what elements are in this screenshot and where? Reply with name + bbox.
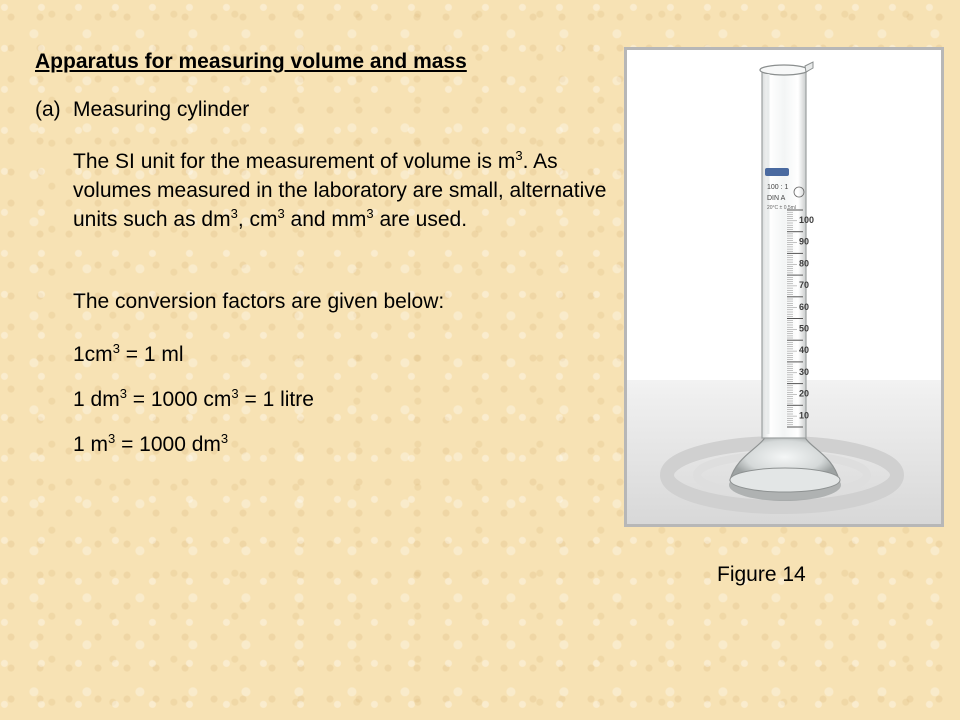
superscript: 3 [230,206,238,221]
scale-label: 90 [799,236,810,247]
scale-label: 60 [799,301,810,312]
conversion-term: 1cm [73,343,113,366]
intro-text-5: are used. [373,208,468,231]
intro-text-4: and mm [284,208,367,231]
scale-label: 70 [799,280,810,291]
superscript: 3 [515,148,523,163]
scale-label: 80 [799,258,810,269]
conversion-line [73,432,228,458]
intro-text-3: , cm [237,208,278,231]
conversion-term: 1 m [73,433,109,456]
scale-label: 40 [799,345,810,356]
measuring-cylinder-photo [624,47,944,527]
figure-caption: Figure 14 [717,563,806,586]
scale-label: 20 [799,388,810,399]
brand-badge [765,168,789,176]
superscript: 3 [220,431,229,446]
intro-text-1: The SI unit for the measurement of volume is m [73,150,516,173]
superscript: 3 [108,431,116,446]
scale-label: 30 [799,366,810,377]
conversion-term: 1 dm [73,388,120,411]
label-ratio: 100 : 1 [767,184,789,191]
section-title: Measuring cylinder [73,98,250,121]
cylinder-rim [760,65,808,75]
scale-label: 10 [799,410,810,421]
conversion-term: = 1 litre [238,388,314,411]
superscript: 3 [119,386,127,401]
slide-title: Apparatus for measuring volume and mass [35,50,467,73]
section-label: (a) [35,98,61,121]
conversion-intro: The conversion factors are given below: [73,290,445,313]
superscript: 3 [366,206,374,221]
conversion-term: = 1000 dm [115,433,221,456]
superscript: 3 [112,341,120,356]
scale-label: 100 [799,215,815,225]
superscript: 3 [277,206,285,221]
conversion-term: = 1000 cm [126,388,232,411]
conversion-line [73,387,314,413]
measuring-cylinder-illustration [627,50,941,524]
conversion-line [73,342,184,368]
superscript: 3 [231,386,239,401]
si-unit-paragraph [73,147,613,234]
scale-label: 50 [799,323,810,334]
intro-text-2: . As volumes measured in the laboratory are small, alternative units such as dm [73,150,607,231]
conversion-term: = 1 ml [119,343,184,366]
label-tolerance: 20°C ± 0,5ml [767,205,796,211]
label-din: DIN A [767,195,786,202]
